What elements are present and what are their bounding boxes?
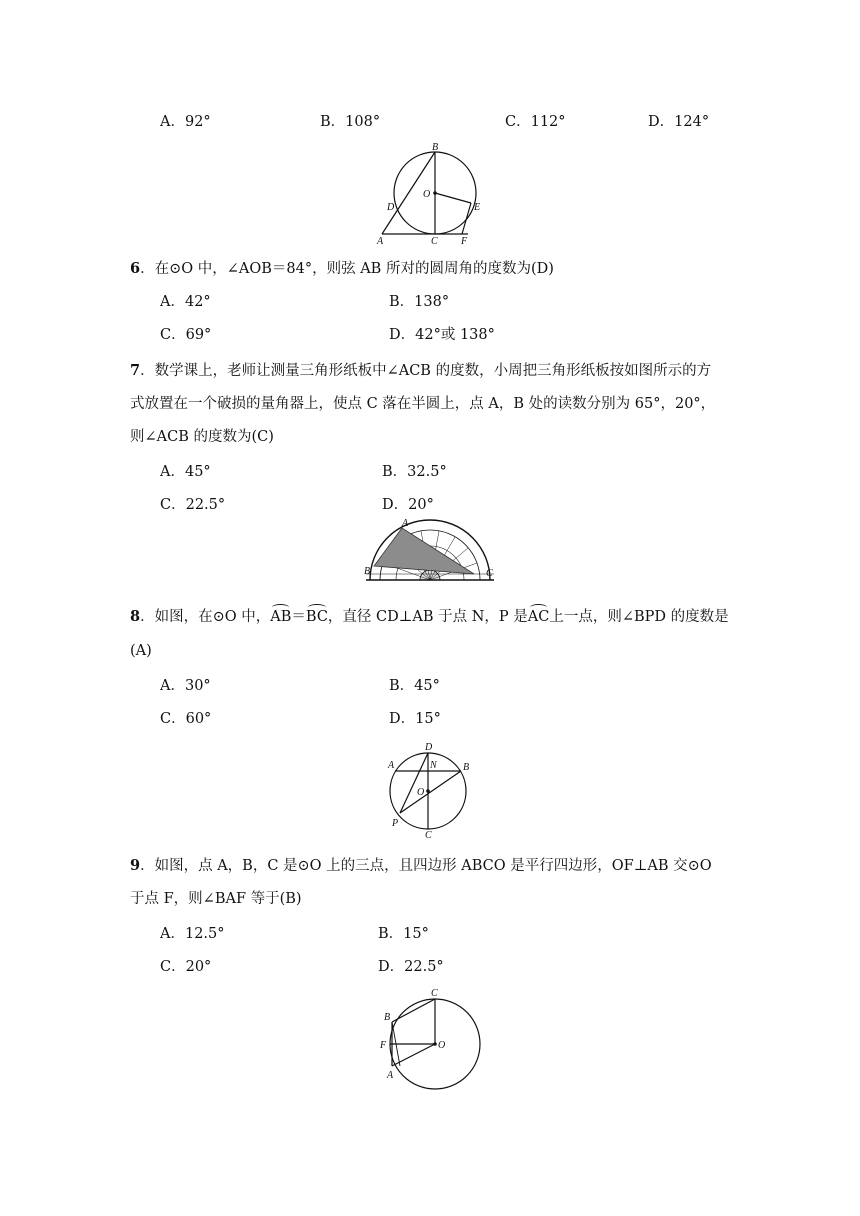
q5-figure <box>370 140 490 250</box>
q5-option-c: C．112° <box>505 114 566 130</box>
q7-option-a: A．45° <box>160 464 211 480</box>
q9-label-b: B <box>384 1012 391 1023</box>
q9-label-o: O <box>438 1040 446 1051</box>
q7-label-c: C <box>486 568 493 579</box>
q8-label-d: D <box>425 742 433 753</box>
q6-number: 6 <box>130 260 141 277</box>
q6-option-b: B．138° <box>389 294 450 310</box>
q9-option-c: C．20° <box>160 959 212 975</box>
q8-label-p: P <box>392 818 399 829</box>
q5-label-c: C <box>431 236 438 247</box>
q8-label-n: N <box>430 760 437 771</box>
q8-label-b: B <box>463 762 470 773</box>
q8-stem-line1: 8．如图，在⊙O 中，AB＝BC，直径 CD⊥AB 于点 N，P 是AC上一点，则∠BPD 的度数是 <box>130 608 729 625</box>
q6-option-d: D．42°或 138° <box>389 327 495 343</box>
q7-stem-line1: 7．数学课上，老师让测量三角形纸板中∠ACB 的度数，小周把三角形纸板按如图所示的方 <box>130 362 712 379</box>
q9-label-a: A <box>387 1070 394 1081</box>
q5-option-b: B．108° <box>320 114 381 130</box>
q7-option-c: C．22.5° <box>160 497 226 513</box>
q8-arc-bc: BC <box>305 609 328 625</box>
q8-number: 8 <box>130 608 141 625</box>
q6-stem: 6．在⊙O 中，∠AOB＝84°，则弦 AB 所对的圆周角的度数为(D) <box>130 260 554 277</box>
q8-label-o: O <box>417 787 425 798</box>
q8-label-a: A <box>388 760 395 771</box>
q9-option-d: D．22.5° <box>378 959 444 975</box>
q5-option-d: D．124° <box>648 114 710 130</box>
q7-number: 7 <box>130 362 141 379</box>
q6-option-c: C．69° <box>160 327 212 343</box>
q9-option-b: B．15° <box>378 926 429 942</box>
q9-stem-line1: 9．如图，点 A，B，C 是⊙O 上的三点，且四边形 ABCO 是平行四边形，OF⊥AB 交⊙O <box>130 857 712 874</box>
q9-number: 9 <box>130 857 141 874</box>
q5-label-d: D <box>387 202 395 213</box>
q7-option-d: D．20° <box>382 497 434 513</box>
q7-triangle <box>374 528 474 574</box>
q5-label-e: E <box>474 202 481 213</box>
q7-label-b: B <box>364 566 371 577</box>
q5-label-a: A <box>377 236 384 247</box>
q7-option-b: B．32.5° <box>382 464 447 480</box>
q9-label-f: F <box>380 1040 387 1051</box>
q7-label-a: A <box>402 518 409 529</box>
q5-label-f: F <box>461 236 468 247</box>
q5-label-b: B <box>432 142 439 153</box>
q8-option-c: C．60° <box>160 711 212 727</box>
q8-option-d: D．15° <box>389 711 441 727</box>
q7-stem-line3: 则∠ACB 的度数为(C) <box>130 429 274 445</box>
q5-label-o: O <box>423 189 431 200</box>
q7-figure <box>362 518 502 588</box>
q8-label-c: C <box>425 830 432 841</box>
q8-figure <box>380 738 480 842</box>
q8-arc-ac: AC <box>527 609 550 625</box>
q7-stem-line2: 式放置在一个破损的量角器上，使点 C 落在半圆上，点 A，B 处的读数分别为 65°，20°， <box>130 396 716 412</box>
q9-stem-line2: 于点 F，则∠BAF 等于(B) <box>130 891 302 907</box>
q5-option-a: A．92° <box>160 114 211 130</box>
q6-option-a: A．42° <box>160 294 211 310</box>
q8-arc-ab: AB <box>270 609 292 625</box>
q8-option-b: B．45° <box>389 678 440 694</box>
q9-label-c: C <box>431 988 438 999</box>
q8-stem-line2: (A) <box>130 643 152 659</box>
q9-option-a: A．12.5° <box>160 926 225 942</box>
q8-option-a: A．30° <box>160 678 211 694</box>
q9-figure <box>375 985 485 1085</box>
